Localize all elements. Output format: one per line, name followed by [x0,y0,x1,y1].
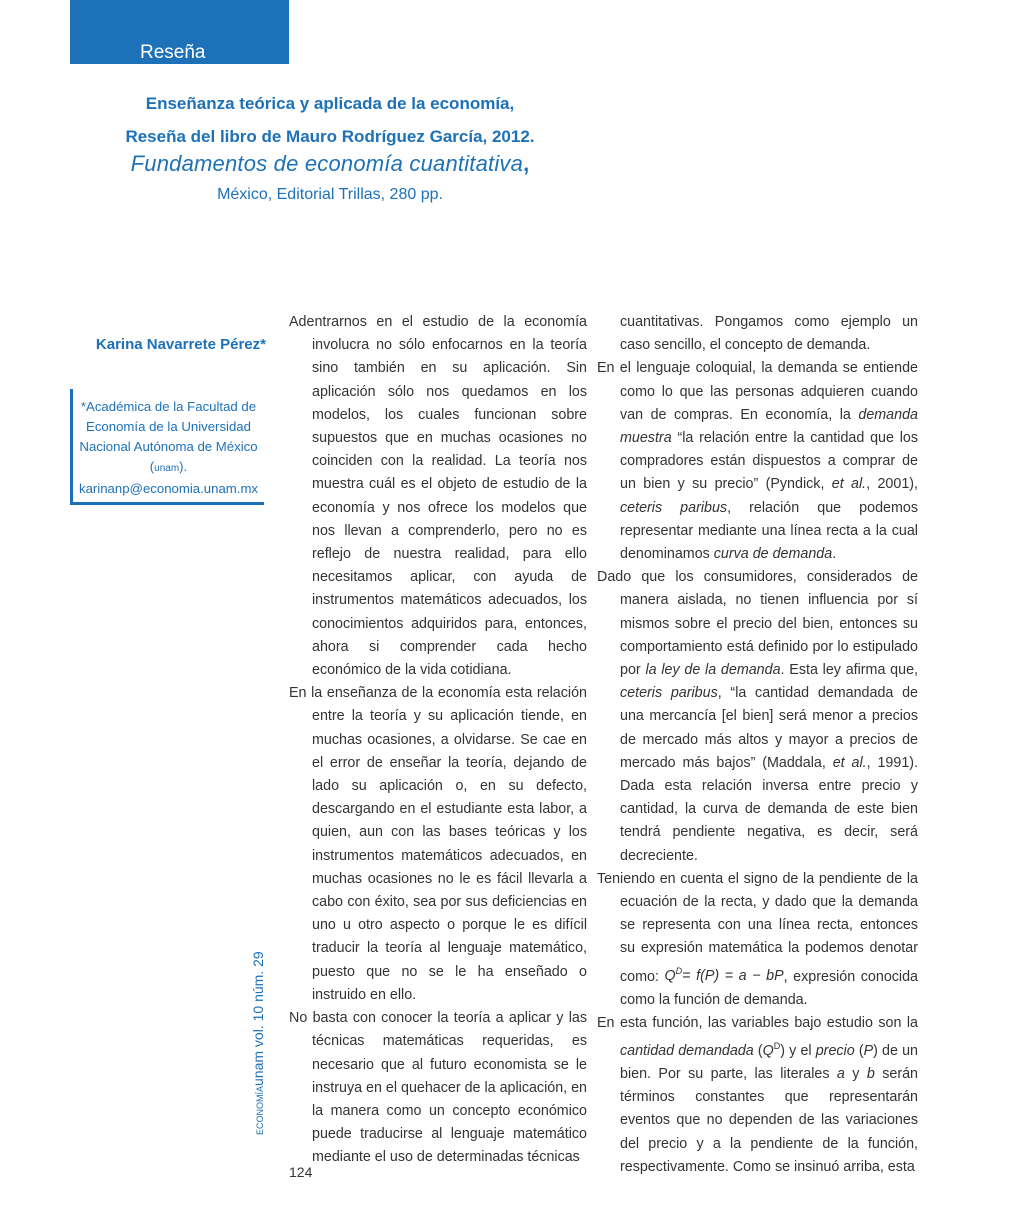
journal-name-small: ECONOMÍA [255,1085,265,1135]
section-tab [70,0,289,64]
author-affiliation-box [70,389,264,505]
paragraph: Dado que los consumidores, considerados de manera aislada, no tienen influencia por sí mismos sobre el precio del bien, entonces su comportamiento está definido por lo estipulado por la ley de la demanda. Esta ley afirma que, ceteris paribus, “la cantidad demandada de una mercancía [el bien] será menor a precios de mercado más altos y mayor a precios de mercado más bajos” (Maddala, et al., 1991). Dada esta relación inversa entre precio y cantidad, la curva de demanda de este bien tendrá pendiente negativa, es decir, será decreciente. [597,569,919,864]
paragraph-continued: cuantitativas. Pongamos como ejemplo un caso sencillo, el concepto de demanda. [620,314,918,354]
paragraph: Adentrarnos en el estudio de la economía involucra no sólo enfocarnos en la teoría sino también en su aplicación. Sin aplicación sólo nos quedamos en los modelos, los cuales funcionan sobre supuestos que en muchas ocasiones no coinciden con la realidad. La teoría nos muestra cuál es el objeto de estudio de la economía y nos ofrece los modelos que nos llevan a comprenderlo, pero no es reflejo de nuestra realidad, para ello necesitamos aplicar, con ayuda de instrumentos matemáticos adecuados, los conocimientos adquiridos para, entonces, ahora si comprender cada hecho económico de la vida cotidiana. [289,314,587,679]
article-title-line-1: Enseñanza teórica y aplicada de la economía, [145,94,515,113]
article-title-line-2: Reseña del libro de Mauro Rodríguez García, 2012. [125,127,535,146]
book-title-text: Fundamentos de economía cuantitativa [130,151,524,176]
section-label: Reseña [140,42,206,63]
text-column-2 [597,311,918,1179]
affiliation-abbr: (unam). [149,459,188,474]
article-title-block [70,90,590,205]
paragraph: En la enseñanza de la economía esta relación entre la teoría y su aplicación tiende, en muchas ocasiones, a olvidarse. Se cae en el error de enseñar la teoría, dejando de lado su aplicación o, en su defecto, descargando en el estudiante esta labor, a quien, aun con las bases teóricas y los instrumentos matemáticos adecuados, en muchas ocasiones no le es fácil llevarla a cabo con éxito, sea por sus deficiencias en uno u otro aspecto o porque le es difícil traducir la teoría al lenguaje matemático, puesto que no se le ha enseñado o instruido en ello. [289,685,587,1003]
journal-volume: vol. 10 núm. 29 [250,951,266,1051]
affiliation-line-1: *Académica de la Facultad de [80,399,257,414]
paragraph: En esta función, las variables bajo estudio son la cantidad demandada $(Q^D)$ y el precio (P) de un bien. Por su parte, las literales a y b serán términos constantes que representarán eventos que no dependen de las variaciones del precio y a la pendiente de la función, respectivamente. Como se insinuó arriba, esta [597,1014,918,1175]
paragraph: No basta con conocer la teoría a aplicar y las técnicas matemáticas requeridas, es necesario que al futuro economista se le instruya en el quehacer de la aplicación, en la manera como un concepto económico puede traducirse al lenguaje matemático mediante el uso de determinadas técnicas [289,1010,587,1166]
text-column-1 [289,311,587,1170]
paragraph: En el lenguaje coloquial, la demanda se entiende como lo que las personas adquieren cuando van de compras. En economía, la demanda muestra “la relación entre la cantidad que los compradores están dispuestos a comprar de un bien y su precio” (Pyndick, et al., 2001), ceteris paribus, relación que podemos representar mediante una línea recta a la cual denominamos curva de demanda. [597,360,918,563]
journal-name-unam: unam [250,1050,266,1086]
affiliation-abbr-text: unam [154,463,180,474]
paragraph: Teniendo en cuenta el signo de la pendiente de la ecuación de la recta, y dado que la demanda se representa con una línea recta, entonces su expresión matemática la podemos denotar como: $Q^D= f(P) = a$ − bP, expresión conocida como la función de demanda. [597,870,918,1008]
book-title-comma: , [523,151,530,176]
page-number: 124 [289,1164,313,1180]
journal-running-head [250,951,266,1135]
book-title [70,151,590,177]
publisher-line: México, Editorial Trillas, 280 pp. [217,186,443,203]
affiliation-line-2: Economía de la Universidad [86,419,251,434]
demand-equation: $Q^D= f(P) = a$ − bP [664,966,784,985]
author-email[interactable]: karinanp@economia.unam.mx [78,481,259,496]
author-name: Karina Navarrete Pérez* [95,336,266,353]
affiliation-line-3: Nacional Autónoma de México [79,439,258,454]
